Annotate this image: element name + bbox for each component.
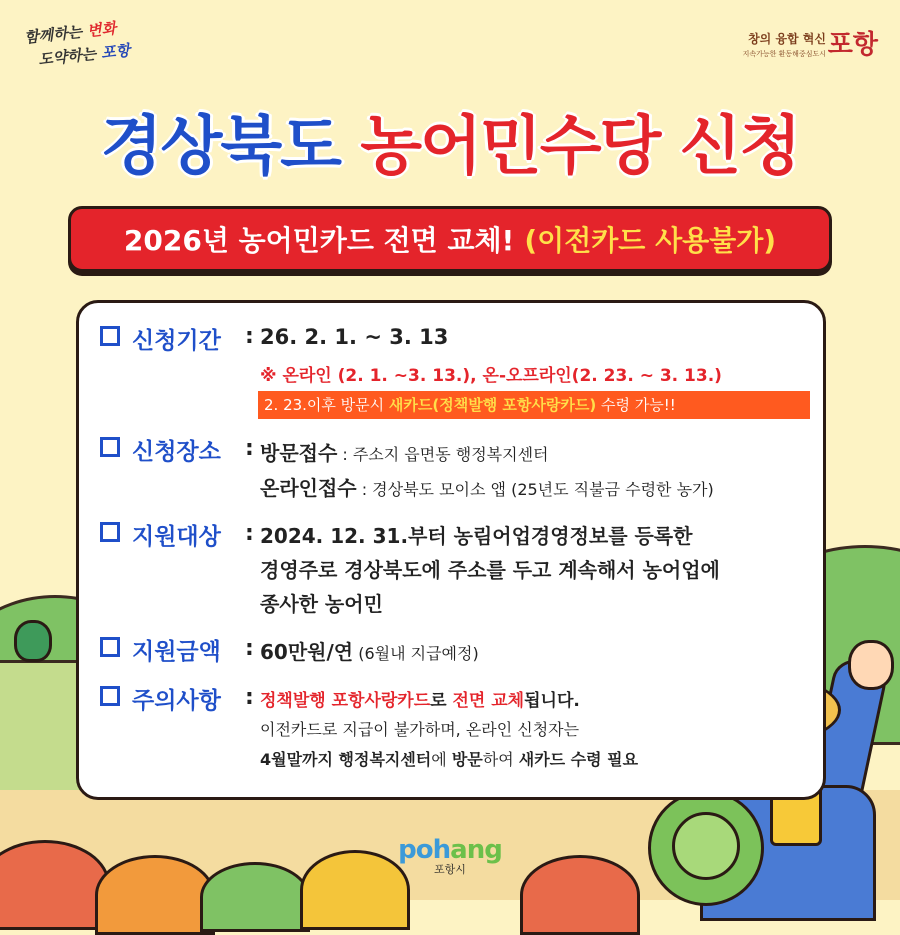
cabbage-inner (672, 812, 740, 880)
amount-note: (6월내 지급예정) (353, 644, 479, 663)
colon: : (245, 436, 254, 461)
caution-red1: 정책발행 포항사랑카드 (260, 691, 431, 711)
caution-line3 (260, 747, 638, 770)
colon: : (245, 636, 254, 661)
period-note: ※ 온라인 (2. 1. ~3. 13.), 온-오프라인(2. 23. ~ 3. 13.) (260, 366, 722, 386)
visit-text: : 주소지 읍면동 행정복지센터 (337, 445, 549, 464)
period-label-text: 신청기간 (132, 328, 221, 354)
pohang-logo (395, 835, 505, 895)
tree-icon (14, 620, 52, 662)
checkbox-icon (100, 637, 120, 657)
notice-pre: 2. 23.이후 방문시 (264, 396, 389, 414)
section-amount-label (100, 633, 221, 666)
online-row (260, 472, 714, 501)
slogan-line2-highlight: 포항 (100, 41, 131, 63)
bush-icon (200, 862, 310, 932)
section-target-label (100, 518, 221, 551)
caution-bold2: 방문 (451, 750, 483, 769)
amount-label-text: 지원금액 (132, 639, 221, 665)
period-value: 26. 2. 1. ~ 3. 13 (260, 325, 449, 349)
target-line1: 2024. 12. 31.부터 농림어업경영정보를 등록한 (260, 524, 693, 548)
slogan-line1-highlight: 변화 (86, 19, 117, 41)
caution-mid: 로 (430, 691, 453, 711)
caution-label-text: 주의사항 (132, 688, 221, 714)
title-part1: 경상북도 (100, 110, 361, 184)
city-name: 포항 (827, 30, 878, 60)
logo-word-b: ang (450, 835, 502, 865)
caution-mid1: 에 (431, 750, 452, 769)
farmer-hand (848, 640, 894, 690)
caution-end: 됩니다. (524, 691, 580, 711)
checkbox-icon (100, 686, 120, 706)
place-label-text: 신청장소 (132, 439, 221, 465)
section-period-label (100, 322, 221, 355)
logo-sub: 포항시 (434, 863, 466, 876)
amount-row (260, 636, 479, 665)
title-part2: 농어민수당 신청 (360, 110, 800, 184)
checkbox-icon (100, 437, 120, 457)
slogan-line2: 도약하는 (37, 44, 103, 69)
target-label-text: 지원대상 (132, 524, 221, 550)
checkbox-icon (100, 326, 120, 346)
caution-line2: 이전카드로 지급이 불가하며, 온라인 신청자는 (260, 720, 580, 739)
online-title: 온라인접수 (260, 476, 357, 500)
online-text: : 경상북도 모이소 앱 (25년도 직불금 수령한 농가) (356, 480, 714, 499)
caution-red2: 전면 교체 (452, 691, 525, 711)
banner-highlight: (이전카드 사용불가) (524, 224, 777, 257)
amount-value: 60만원/연 (260, 640, 354, 664)
new-card-notice (258, 391, 810, 419)
visit-row (260, 437, 549, 466)
caution-line1 (260, 686, 580, 711)
banner-text: 2026년 농어민카드 전면 교체! (123, 224, 515, 257)
bush-icon (300, 850, 410, 930)
visit-title: 방문접수 (260, 441, 338, 465)
city-logo (718, 22, 878, 68)
notice-highlight: 새카드(정책발행 포항사랑카드) (388, 396, 597, 414)
target-line3: 종사한 농어민 (260, 592, 383, 616)
bush-icon (520, 855, 640, 935)
target-line2: 경영주로 경상북도에 주소를 두고 계속해서 농어업에 (260, 558, 720, 582)
section-place-label (100, 433, 221, 466)
bush-icon (95, 855, 215, 935)
colon: : (245, 324, 254, 349)
checkbox-icon (100, 522, 120, 542)
city-subslogan: 지속가능한 환동해중심도시 (742, 50, 826, 58)
section-caution-label (100, 682, 221, 715)
page-title (0, 95, 900, 187)
slogan-logo (18, 16, 158, 72)
notice-post: 수령 가능!! (596, 396, 676, 414)
slogan-line1: 함께하는 (23, 22, 89, 47)
colon: : (245, 521, 254, 546)
caution-bold1: 4월말까지 행정복지센터 (260, 750, 432, 769)
caution-bold3: 새카드 수령 필요 (518, 750, 639, 769)
notice-banner (68, 206, 832, 272)
logo-word-a: poh (398, 835, 451, 865)
caution-mid2: 하여 (482, 750, 519, 769)
colon: : (245, 685, 254, 710)
city-slogan: 창의 융합 혁신 (748, 32, 826, 46)
